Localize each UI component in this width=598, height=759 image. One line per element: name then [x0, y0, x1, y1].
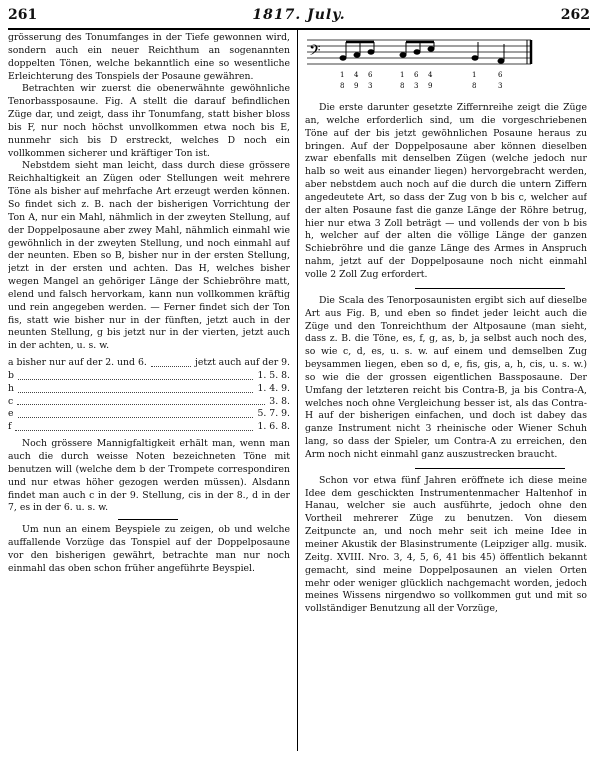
svg-text:1: 1: [472, 71, 477, 79]
note-positions: 1. 5. 8.: [257, 369, 290, 381]
svg-text:6: 6: [368, 71, 373, 79]
svg-text:4: 4: [428, 71, 433, 79]
note-label: a bisher nur auf der 2. und 6.: [8, 357, 147, 369]
note-positions: jetzt auch auf der 9.: [194, 357, 290, 369]
svg-text:9: 9: [354, 82, 359, 90]
svg-text:3: 3: [368, 82, 373, 90]
svg-text:8: 8: [340, 82, 345, 90]
svg-text:3: 3: [414, 82, 419, 90]
section-rule: [118, 519, 178, 520]
column-divider: [297, 30, 298, 751]
note-row: [8, 408, 290, 421]
note-positions: 3. 8.: [269, 395, 290, 407]
header-rule: [8, 28, 590, 30]
page-number-right: 262: [560, 7, 590, 23]
dot-leader: [18, 370, 254, 380]
left-column: [8, 32, 290, 576]
svg-text:6: 6: [414, 71, 419, 79]
note-row: [8, 396, 290, 409]
note-label: h: [8, 382, 14, 394]
note-positions: 1. 6. 8.: [257, 421, 290, 433]
note-label: f: [8, 421, 12, 433]
section-rule: [415, 288, 565, 289]
left-paragraph-3: Nebstdem sieht man leicht, dass durch diese grössere Reichhaltigkeit an Zügen oder Stellungen weit mehrere Töne als bisher auf mehrfache Art erzeugt werden können. So findet sich z. B. nach der bisherigen Vorrichtung der Ton A, nur ein Mahl, nähmlich in der zweyten Stellung, auf der Doppelposaune aber zwey Mahl, nähmlich einmahl wie gewöhnlich in der zweyten Stellung, und noch einmahl auf der neunten. Eben so B, bisher nur in der ersten Stellung, jetzt in der ersten und achten. Das H, welches bisher wegen Mangel an gehöriger Länge der Schiebröhre matt, elend und falsch hervorkam, kann nun vollkommen kräftig und rein angegeben werden. — Ferner findet sich der Ton fis, statt wie bisher nur in der fünften, jetzt auch in der neunten Stellung, g bis jetzt nur in der vierten, jetzt auch in der achten, u. s. w.: [8, 160, 290, 352]
note-row: [8, 421, 290, 434]
note-row: [8, 383, 290, 396]
svg-text:4: 4: [354, 71, 359, 79]
note-label: c: [8, 395, 14, 407]
page-header: [8, 4, 590, 26]
dot-leader: [17, 396, 265, 406]
svg-text:6: 6: [498, 71, 503, 79]
note-label: e: [8, 408, 14, 420]
left-paragraph-2: Betrachten wir zuerst die obenerwähnte gewöhnliche Tenorbassposaune. Fig. A stellt die darauf befindlichen Züge dar, und zeigt, dass ihr Tonumfang, statt bisher bloss bis F, nur noch höchst unvollkommen etwa noch bis E, nunmehr sich bis D erstreckt, welches D noch ein vollkommen sicherer und kräftiger Ton ist.: [8, 83, 290, 159]
left-paragraph-1: grösserung des Tonumfanges in der Tiefe gewonnen wird, sondern auch ein neuer Reichthum an sogenannten doppelten Tönen, welche bekanntlich eine so wesentliche Erleichterung des Tonspiels der Posaune gewähren.: [8, 32, 290, 82]
dot-leader: [18, 383, 253, 393]
right-paragraph-2: Die Scala des Tenorposaunisten ergibt sich auf dieselbe Art aus Fig. B, und eben so findet jeder leicht auch die Züge und den Tonreichthum der Altposaune (man sieht, dass z. B. die Töne, es, f, g, as, b, ja selbst auch noch des, so wie c, d, es, u. s. w. auf einem und demselben Zug beysammen liegen, eben so d, e, fis, gis, a, h, cis, u. s. w.) so wie die der grossen eigentlichen Bassposaune. Der Umfang der letzteren reicht bis Contra-B, ja bis Contra-A, welches noch ohne Vergleichung besser ist, als das Contra-H auf der bisherigen einfachen, und doch ist dabey das ganze Instrument nicht 3 rheinische oder Wiener Schuh lang, so dass der Spieler, um Contra-A zu erreichen, den Arm noch nicht einmahl ganz auszustrecken braucht.: [305, 294, 587, 460]
note-row: [8, 370, 290, 383]
svg-text:𝄢: 𝄢: [309, 42, 321, 63]
music-staff-figure: [305, 32, 587, 102]
svg-text:8: 8: [472, 82, 477, 90]
svg-text:1: 1: [340, 71, 345, 79]
svg-text:1: 1: [400, 71, 405, 79]
right-column: [305, 32, 587, 616]
note-positions: 1. 4. 9.: [257, 382, 290, 394]
music-example: [305, 32, 587, 102]
svg-text:9: 9: [428, 82, 433, 90]
note-row: [8, 357, 290, 370]
svg-text:3: 3: [498, 82, 503, 90]
left-paragraph-5: Um nun an einem Beyspiele zu zeigen, ob und welche auffallende Vorzüge das Tonspiel auf der Doppelposaune vor den bisherigen gewährt, betrachte man nur noch einmahl das oben schon früher angeführte Beyspiel.: [8, 524, 290, 574]
dot-leader: [151, 357, 191, 367]
note-positions: 5. 7. 9.: [257, 408, 290, 420]
svg-text:8: 8: [400, 82, 405, 90]
page-number-left: 261: [8, 7, 38, 23]
section-rule: [415, 468, 565, 469]
note-label: b: [8, 369, 14, 381]
issue-date: 1817. July.: [252, 7, 346, 23]
right-paragraph-1: Die erste darunter gesetzte Ziffernreihe zeigt die Züge an, welche erforderlich sind, um die vorgeschriebenen Töne auf der bis jetzt gewöhnlichen Posaune heraus zu bringen. Auf der Doppelposaune aber können dieselben zwar ebenfalls mit denselben Zügen (welche jedoch nur halb so weit aus einander liegen) hervorgebracht werden, aber nebstdem auch noch auf die durch die untern Ziffern angedeutete Art, so dass der Zug von b bis c, welcher auf der alten Posaune fast die ganze Länge der Röhre betrug, hier nur etwa 3 Zoll beträgt — und vollends der von b bis h, welcher auf der alten die völlige Länge der ganzen Schiebröhre und die ganze Länge des Armes in Anspruch nahm, jetzt auf der Doppelposaune noch nicht einmahl volle 2 Zoll Zug erfordert.: [305, 102, 587, 280]
right-paragraph-3: Schon vor etwa fünf Jahren eröffnete ich diese meine Idee dem geschickten Instrumentenmacher Haltenhof in Hanau, welcher sie auch ausführte, jedoch ohne den Vortheil mehrerer Züge zu benutzen. Von diesem Zeitpuncte an, und noch mehr seit ich meine Idee in meiner Akustik der Blasinstrumente (Leipziger allg. musik. Zeitg. XVIII. Nro. 3, 4, 5, 6, 41 bis 45) öffentlich bekannt gemacht, sind meine Doppelposaunen an vielen Orten mehr oder weniger glücklich nachgemacht worden, jedoch meines Wissens nirgendwo so vollkommen gut und mit so vollständiger Benutzung all der Vorzüge,: [305, 474, 587, 615]
left-paragraph-4: Noch grössere Mannigfaltigkeit erhält man, wenn man auch die durch weisse Noten bezeichneten Töne mit benutzen will (welche dem b der Trompete correspondiren und nur etwas höher gezogen werden müssen). Alsdann findet man auch c in der 9. Stellung, cis in der 8., d in der 7, es in der 6. u. s. w.: [8, 438, 290, 514]
note-table: [8, 357, 290, 434]
dot-leader: [18, 408, 254, 418]
dot-leader: [15, 421, 253, 431]
